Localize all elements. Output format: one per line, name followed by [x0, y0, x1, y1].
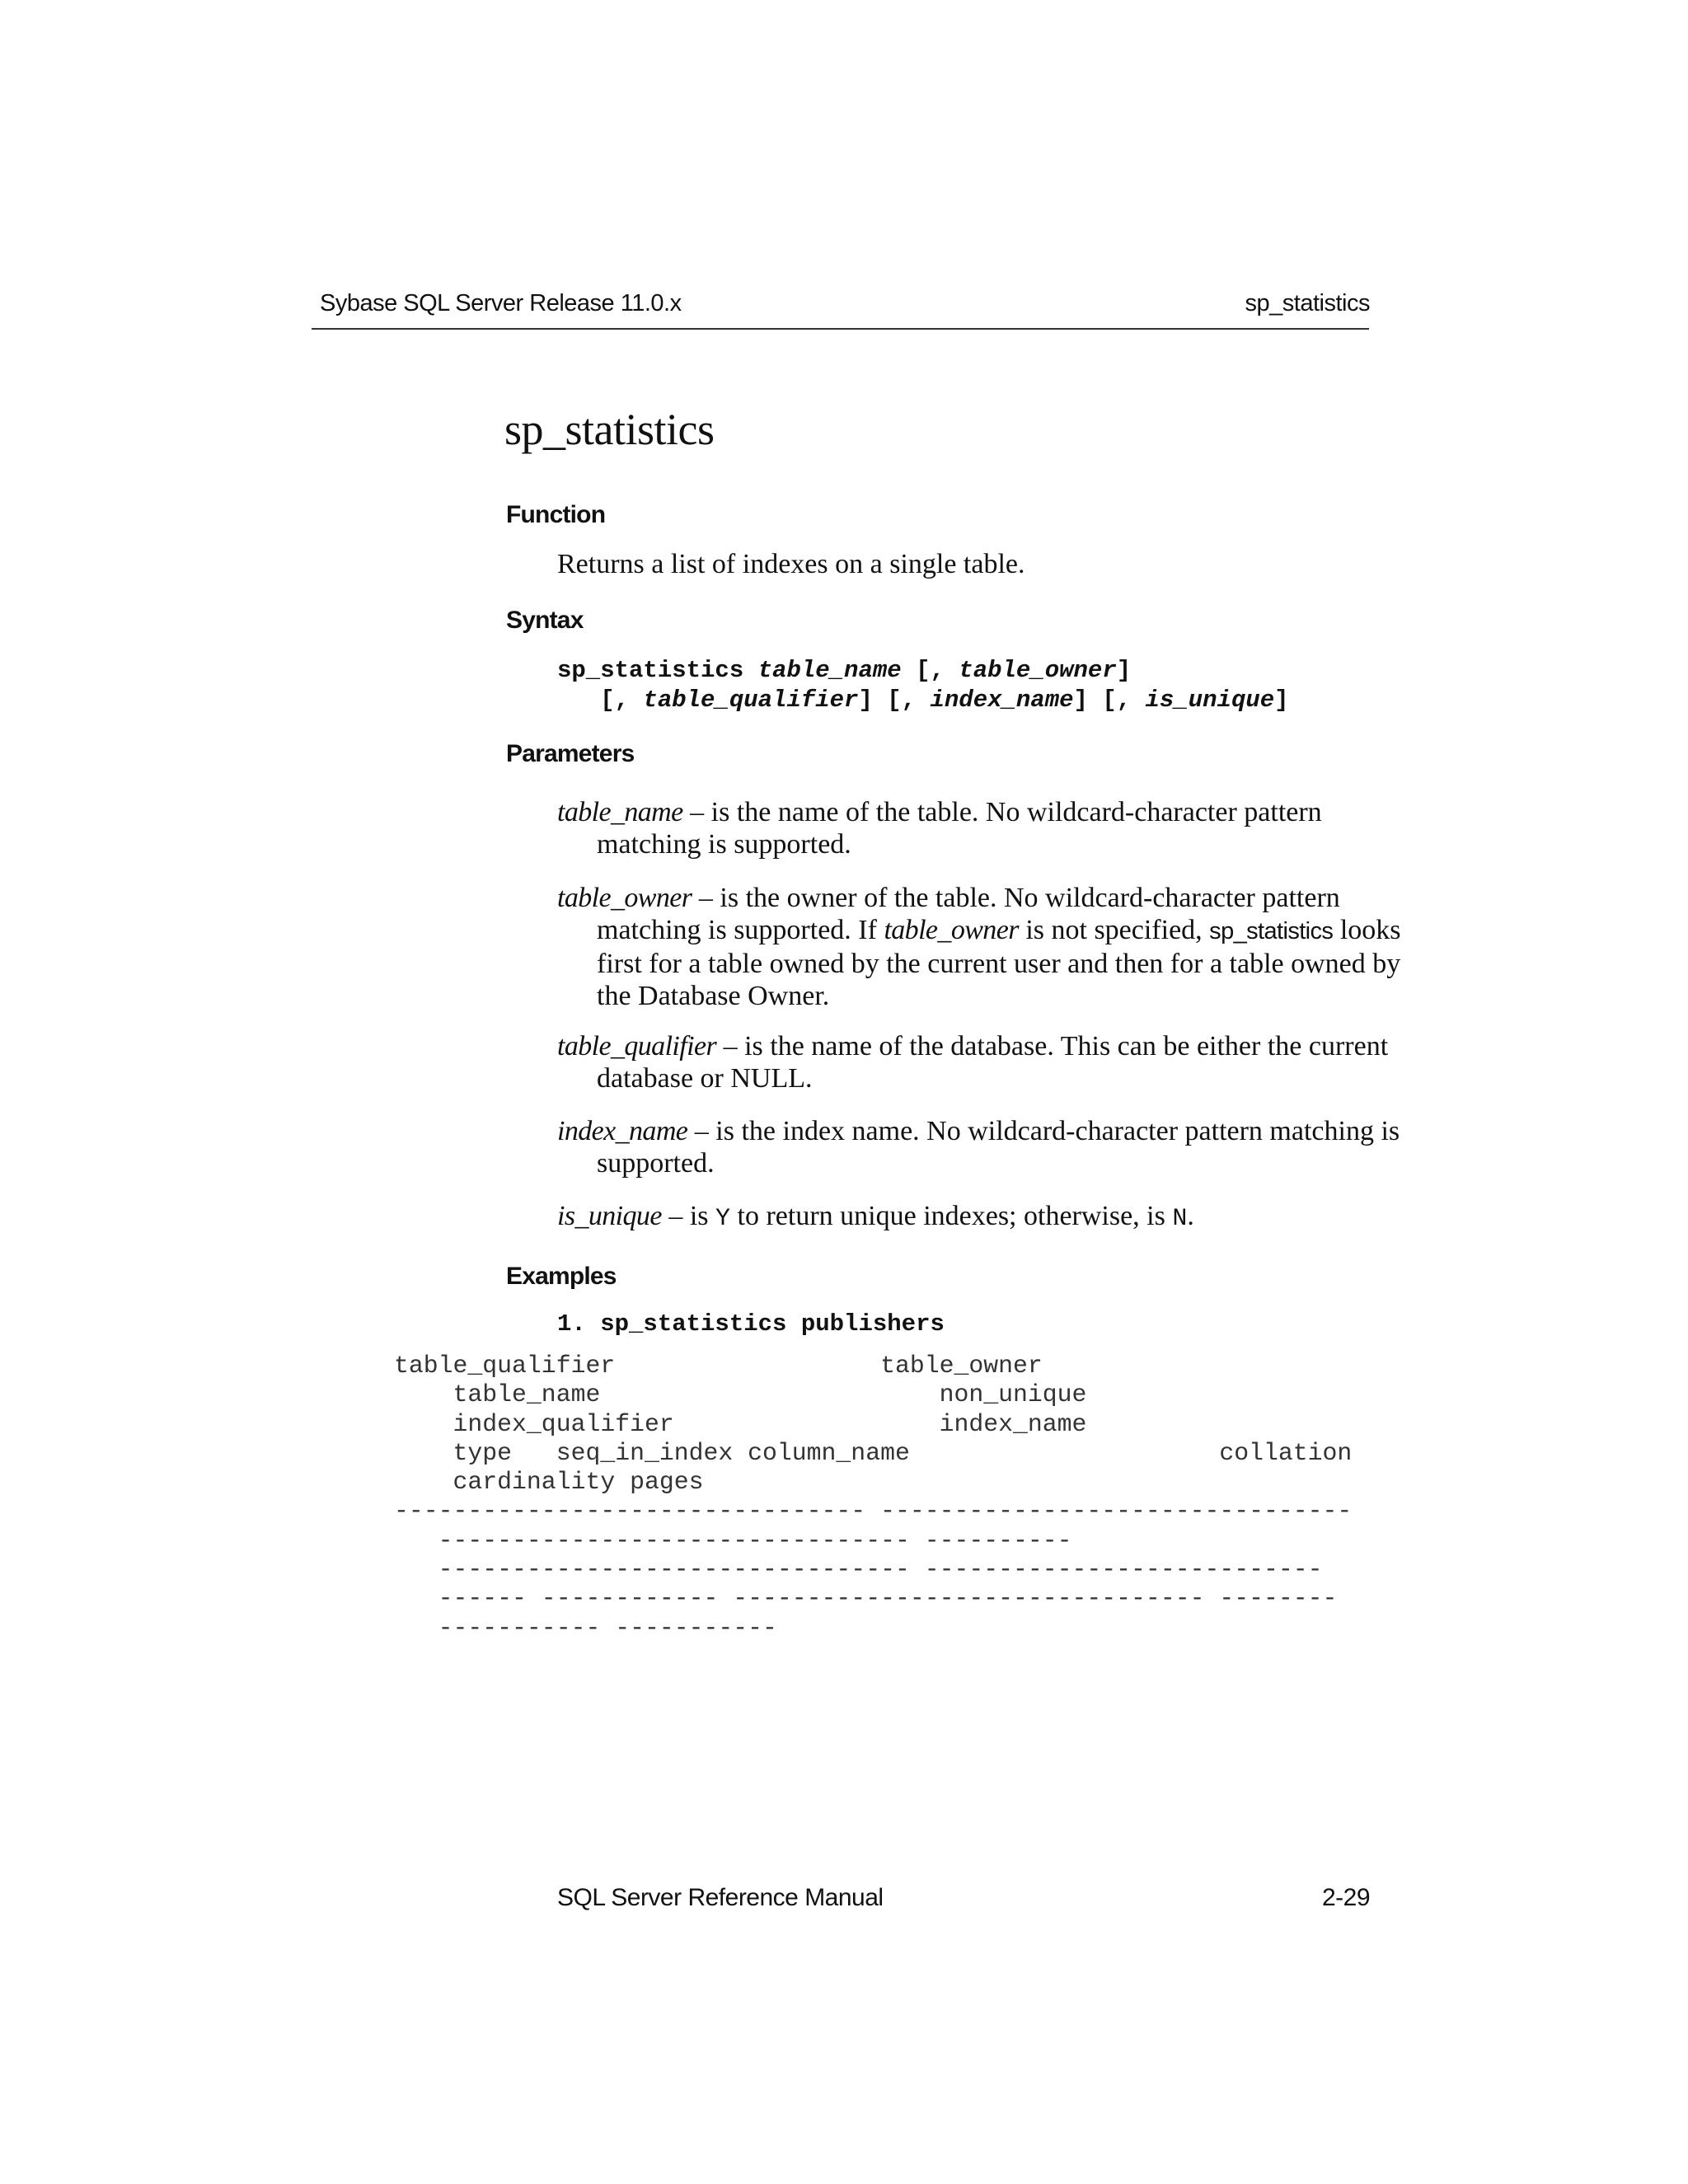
- example-1-output: table_qualifier table_owner table_name non_unique index_qualifier index_name type seq_in_index column_name collation cardinality pages -------------------------------- -------------------------------- -------------------------------- ---------- -------------------------------- --------------------------- ------ ------------ -------------------------------- -------- ----------- -----------: [394, 1352, 1353, 1642]
- footer-manual-title: SQL Server Reference Manual: [557, 1884, 884, 1911]
- syntax-block: [557, 656, 1289, 715]
- header-rule: [312, 328, 1369, 330]
- function-heading: Function: [506, 501, 606, 528]
- running-header-right: sp_statistics: [1245, 290, 1370, 316]
- syntax-line-2: [, table_qualifier] [, index_name] [, is_unique]: [557, 687, 1289, 714]
- page-title: sp_statistics: [504, 405, 715, 454]
- parameters-heading: Parameters: [506, 740, 635, 767]
- param-table-name: table_name – is the name of the table. No wildcard-character pattern matching is supported.: [557, 797, 1322, 860]
- param-table-qualifier: table_qualifier – is the name of the database. This can be either the current database or NULL.: [557, 1031, 1389, 1094]
- running-header-left: Sybase SQL Server Release 11.0.x: [320, 290, 682, 316]
- param-table-owner: table_owner – is the owner of the table. No wildcard-character pattern matching is supported. If table_owner is not specified, sp_statistics looks first for a table owned by the current user and then for a table owned by the Database Owner.: [557, 883, 1401, 1011]
- example-1-command: 1. sp_statistics publishers: [557, 1310, 945, 1338]
- footer-page-number: 2-29: [1321, 1884, 1370, 1911]
- syntax-heading: Syntax: [506, 607, 584, 634]
- examples-heading: Examples: [506, 1263, 617, 1290]
- function-text: Returns a list of indexes on a single table.: [557, 549, 1025, 579]
- param-is-unique: is_unique – is Y to return unique indexes; otherwise, is N.: [557, 1201, 1194, 1233]
- param-index-name: index_name – is the index name. No wildcard-character pattern matching is supported.: [557, 1116, 1400, 1179]
- syntax-line-1: sp_statistics table_name [, table_owner]: [557, 657, 1132, 684]
